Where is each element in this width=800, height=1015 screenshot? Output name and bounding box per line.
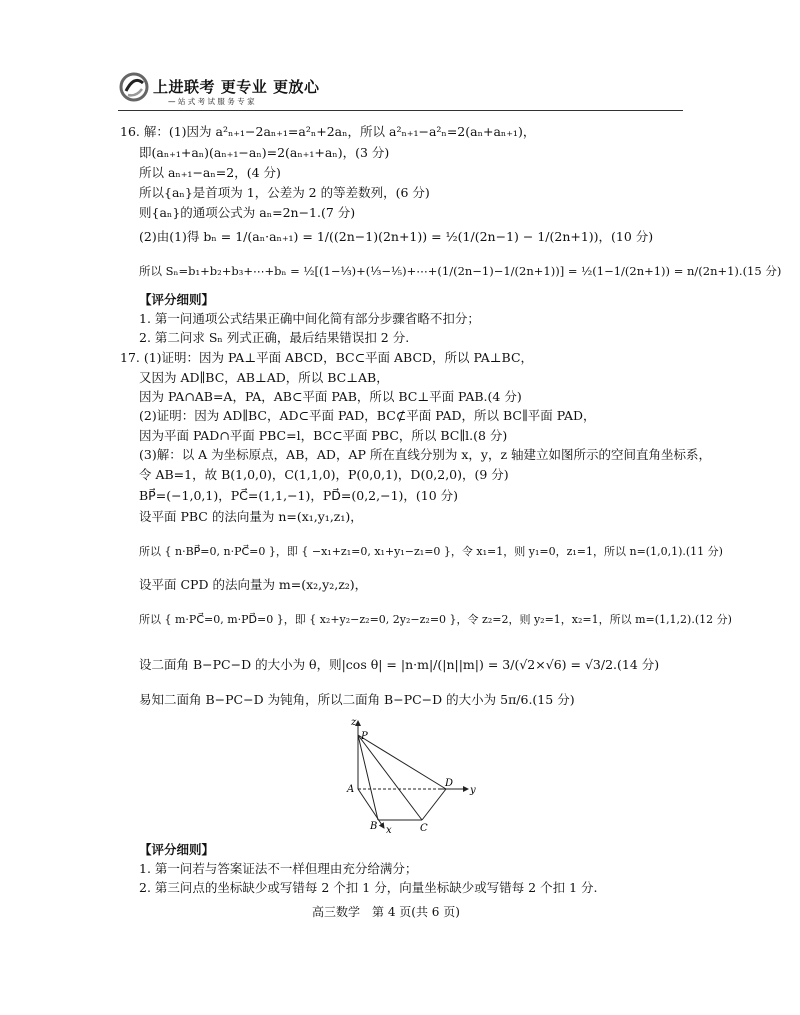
q17-line-14: 易知二面角 B−PC−D 为钝角，所以二面角 B−PC−D 的大小为 5π/6.(15 分) bbox=[139, 692, 575, 707]
q17-rubric-2: 2. 第三问点的坐标缺少或写错每 2 个扣 1 分，向量坐标缺少或写错每 2 个扣 1 分. bbox=[139, 880, 598, 895]
label-B: B bbox=[370, 821, 378, 832]
logo-swirl-icon bbox=[118, 71, 150, 103]
page-footer: 高三数学 第 4 页(共 6 页) bbox=[312, 905, 460, 919]
header-slogan: 上进联考 更专业 更放心 bbox=[153, 78, 320, 96]
label-C: C bbox=[420, 823, 428, 834]
q16-rubric-title: 【评分细则】 bbox=[139, 292, 215, 307]
q16-line-3: 所以 aₙ₊₁−aₙ=2，(4 分) bbox=[139, 165, 281, 180]
q17-line-11: 设平面 CPD 的法向量为 m=(x₂,y₂,z₂)， bbox=[139, 577, 368, 592]
q16-rubric-2: 2. 第二问求 Sₙ 列式正确，最后结果错误扣 2 分. bbox=[139, 330, 410, 345]
q16-line-5: 则{aₙ}的通项公式为 aₙ=2n−1.(7 分) bbox=[139, 205, 356, 220]
q17-line-10: 所以 { n·BP⃗=0, n·PC⃗=0 }，即 { −x₁+z₁=0, x₁+y₁−z₁=0 }，令 x₁=1，则 y₁=0，z₁=1，所以 n=(1,0,1).(11 分) bbox=[139, 545, 723, 558]
header-tagline: — 站 式 考 试 服 务 专 家 bbox=[168, 97, 255, 106]
label-z: z bbox=[351, 717, 357, 728]
header-logo bbox=[118, 71, 150, 103]
label-A: A bbox=[347, 784, 355, 795]
q17-line-6: (3)解：以 A 为坐标原点，AB，AD，AP 所在直线分别为 x，y，z 轴建立如图所示的空间直角坐标系， bbox=[139, 447, 711, 462]
q16-line-7: 所以 Sₙ=b₁+b₂+b₃+⋯+bₙ = ½[(1−⅓)+(⅓−⅕)+⋯+(1/(2n−1)−1/(2n+1))] = ½(1−1/(2n+1)) = n/(2n+1).(15 分) bbox=[139, 264, 782, 278]
q17-line-1: 17. (1)证明：因为 PA⊥平面 ABCD，BC⊂平面 ABCD，所以 PA⊥BC， bbox=[120, 350, 534, 365]
q17-line-5: 因为平面 PAD∩平面 PBC=l，BC⊂平面 PBC，所以 BC∥l.(8 分) bbox=[139, 428, 508, 443]
q17-rubric-title: 【评分细则】 bbox=[139, 842, 215, 857]
edge-CD bbox=[422, 789, 446, 820]
q17-line-7: 令 AB=1，故 B(1,0,0)，C(1,1,0)，P(0,0,1)，D(0,2,0)，(9 分) bbox=[139, 467, 509, 482]
pyramid-figure bbox=[330, 715, 480, 840]
q17-line-12: 所以 { m·PC⃗=0, m·PD⃗=0 }，即 { x₂+y₂−z₂=0, 2y₂−z₂=0 }，令 z₂=2，则 y₂=1，x₂=1，所以 m=(1,1,2).(12 分) bbox=[139, 613, 732, 626]
q17-rubric-1: 1. 第一问若与答案证法不一样但理由充分给满分； bbox=[139, 861, 418, 876]
edge-PD bbox=[358, 735, 446, 789]
header-rule bbox=[118, 110, 683, 111]
q16-line-4: 所以{aₙ}是首项为 1，公差为 2 的等差数列，(6 分) bbox=[139, 185, 430, 200]
q17-line-9: 设平面 PBC 的法向量为 n=(x₁,y₁,z₁)， bbox=[139, 509, 363, 524]
q16-line-1: 16. 解：(1)因为 a²ₙ₊₁−2aₙ₊₁=a²ₙ+2aₙ，所以 a²ₙ₊₁−a²ₙ=2(aₙ+aₙ₊₁)， bbox=[120, 124, 536, 139]
label-D: D bbox=[445, 778, 454, 789]
q16-rubric-1: 1. 第一问通项公式结果正确中间化简有部分步骤省略不扣分； bbox=[139, 311, 480, 326]
label-y: y bbox=[470, 785, 476, 796]
q17-line-2: 又因为 AD∥BC，AB⊥AD，所以 BC⊥AB， bbox=[139, 370, 389, 385]
label-P: P bbox=[361, 731, 368, 742]
q16-line-6: (2)由(1)得 bₙ = 1/(aₙ·aₙ₊₁) = 1/((2n−1)(2n+1)) = ½(1/(2n−1) − 1/(2n+1))，(10 分) bbox=[139, 229, 654, 244]
q17-line-3: 因为 PA∩AB=A，PA，AB⊂平面 PAB，所以 BC⊥平面 PAB.(4 分) bbox=[139, 389, 522, 404]
label-x: x bbox=[386, 825, 392, 836]
q17-line-13: 设二面角 B−PC−D 的大小为 θ，则|cos θ| = |n·m|/(|n||m|) = 3/(√2×√6) = √3/2.(14 分) bbox=[139, 657, 660, 672]
q17-line-4: (2)证明：因为 AD∥BC，AD⊂平面 PAD，BC⊄平面 PAD，所以 BC∥平面 PAD， bbox=[139, 408, 596, 423]
q16-line-2: 即(aₙ₊₁+aₙ)(aₙ₊₁−aₙ)=2(aₙ₊₁+aₙ)，(3 分) bbox=[139, 145, 390, 160]
q17-line-8: BP⃗=(−1,0,1)，PC⃗=(1,1,−1)，PD⃗=(0,2,−1)，(10 分) bbox=[139, 488, 459, 503]
